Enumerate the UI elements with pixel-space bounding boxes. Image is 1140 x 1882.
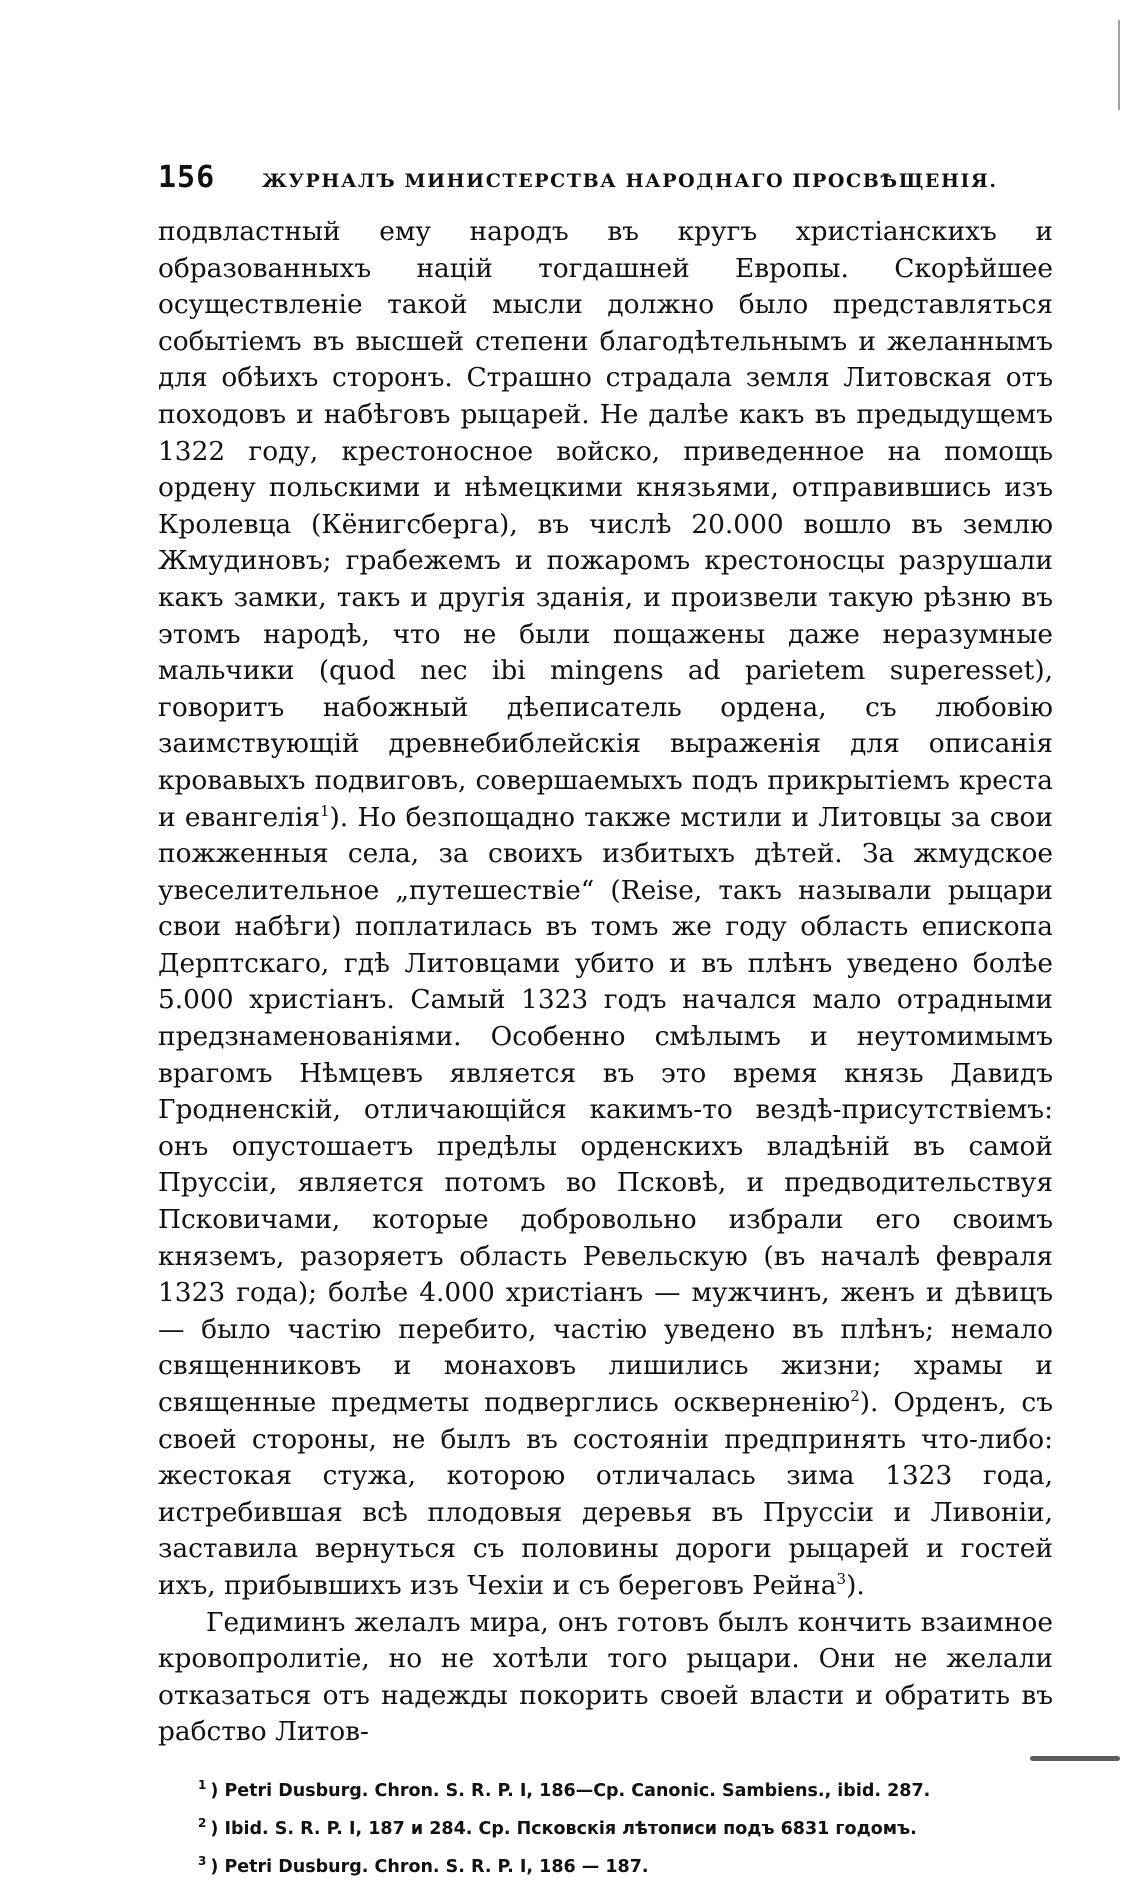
page-edge-line xyxy=(1118,20,1120,110)
journal-title: ЖУРНАЛЪ МИНИСТЕРСТВА НАРОДНАГО ПРОСВѢЩЕНІЯ. xyxy=(262,170,998,192)
footnote-ref-3: 3 xyxy=(836,1570,847,1589)
footnote-2 xyxy=(198,1807,1053,1845)
paragraph-1-text-c: ). Орденъ, съ своей стороны, не былъ въ состояніи предпринять что-либо: жестокая стужа, которою отличалась зима 1323 года, истребившая всѣ плодовыя деревья въ Пруссіи и Ливоніи, заставила вернуться съ половины дороги рыцарей и гостей ихъ, прибывшихъ изъ Чехіи и съ береговъ Рейна xyxy=(158,1387,1053,1601)
paragraph-1-text-d: ). xyxy=(846,1569,865,1601)
footnote-mark: 2 xyxy=(198,1815,207,1830)
footnote-ref-1: 1 xyxy=(319,801,330,820)
footnote-text: ) Petri Dusburg. Chron. S. R. P. I, 186—Cp. Canonic. Sambiens., ibid. 287. xyxy=(210,1780,931,1801)
footnote-text: ) Petri Dusburg. Chron. S. R. P. I, 186 — 187. xyxy=(210,1856,649,1877)
footnote-1 xyxy=(198,1769,1053,1807)
paragraph-1 xyxy=(158,214,1053,1605)
paragraph-2: Гедиминъ желалъ мира, онъ готовъ былъ кончить взаимное кровопролитіе, но не хотѣли того рыцари. Они не желали отказаться отъ надежды покорить своей власти и обратить въ рабство Литов- xyxy=(158,1606,1053,1748)
main-text xyxy=(158,214,1053,1751)
paragraph-1-text-a: подвластный ему народъ въ кругъ христіанскихъ и образованныхъ націй тогдашней Европы. Скорѣйшее осуществленіе такой мысли должно было представляться событіемъ въ высшей степени благодѣтельнымъ и желаннымъ для обѣихъ сторонъ. Страшно страдала земля Литовская отъ походовъ и набѣговъ рыцарей. Не далѣе какъ въ предыдущемъ 1322 году, крестоносное войско, приведенное на помощь ордену польскими и нѣмецкими князьями, отправившись изъ Кролевца (Кёнигсберга), въ числѣ 20.000 вошло въ землю Жмудиновъ; грабежемъ и пожаромъ крестоносцы разрушали какъ замки, такъ и другія зданія, и произвели такую рѣзню въ этомъ народѣ, что не были пощажены даже неразумные мальчики (quod nec ibi mingens ad parietem superesset), говоритъ набожный дѣеписатель ордена, съ любовію заимствующій древнебиблейскія выраженія для описанія кровавыхъ подвиговъ, совершаемыхъ подъ прикрытіемъ креста и евангелія xyxy=(158,216,1053,833)
footnote-ref-2: 2 xyxy=(850,1387,860,1406)
footnotes xyxy=(158,1769,1053,1882)
footnote-mark: 3 xyxy=(198,1853,207,1868)
page-number: 156 xyxy=(158,160,216,195)
running-header xyxy=(158,160,1053,206)
paragraph-1-text-b: ). Но безпощадно также мстили и Литовцы за свои пожженныя села, за своихъ избитыхъ дѣтей. За жмудское увеселительное „путешествіе“ (Reise, такъ называли рыцари свои набѣги) поплатилась въ томъ же году область епископа Дерптскаго, гдѣ Литовцами убито и въ плѣнъ уведено болѣе 5.000 христіанъ. Самый 1323 годъ начался мало отрадными предзнаменованіями. Особенно смѣлымъ и неутомимымъ врагомъ Нѣмцевъ является въ это время князь Давидъ Гродненскій, отличающійся какимъ-то вездѣ-присутствіемъ: онъ опустошаетъ предѣлы орденскихъ владѣній въ самой Пруссіи, является потомъ во Псковѣ, и предводительствуя Псковичами, которые добровольно избрали его своимъ княземъ, разоряетъ область Ревельскую (въ началѣ февраля 1323 года); болѣе 4.000 христіанъ — мужчинъ, женъ и дѣвицъ — было частію перебито, частію уведено въ плѣнъ; немало священниковъ и монаховъ лишились жизни; храмы и священные предметы подверглись оскверненію xyxy=(158,801,1053,1418)
footnote-3 xyxy=(198,1845,1053,1882)
footnote-mark: 1 xyxy=(198,1777,207,1792)
document-page xyxy=(158,160,1053,1882)
footnote-text: ) Ibid. S. R. P. I, 187 и 284. Ср. Псковскія лѣтописи подъ 6831 годомъ. xyxy=(210,1818,917,1839)
